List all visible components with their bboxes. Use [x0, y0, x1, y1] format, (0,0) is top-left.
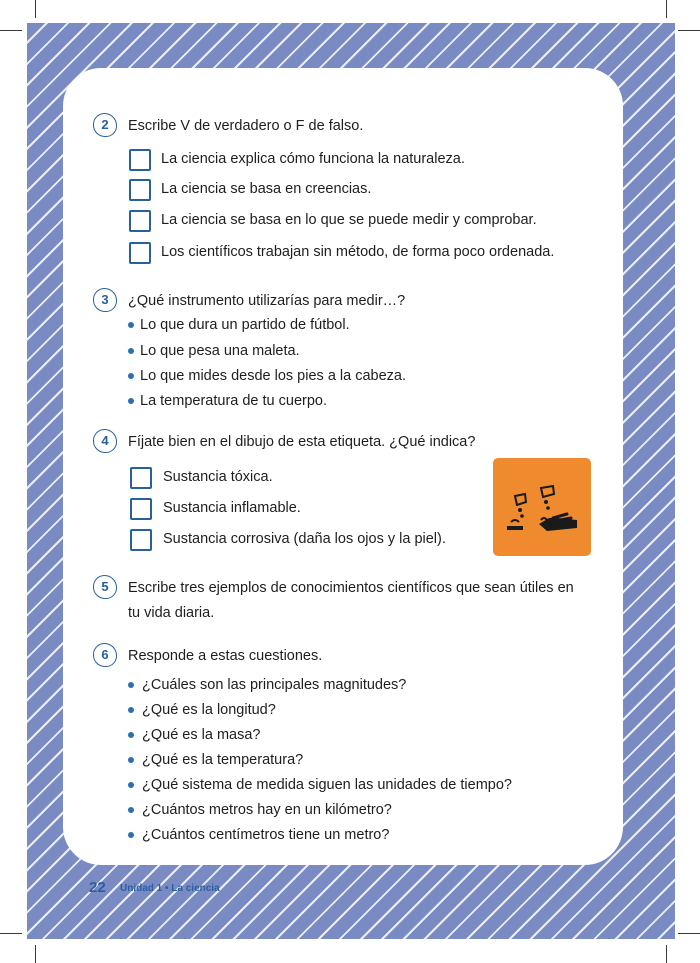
question-number-2: 2 [93, 113, 117, 137]
list-item: ¿Qué sistema de medida siguen las unidades de tiempo? [142, 777, 512, 793]
crop-mark [35, 0, 36, 18]
crop-mark [35, 945, 36, 963]
list-item: ¿Cuáles son las principales magnitudes? [142, 677, 407, 693]
true-false-checkbox[interactable] [129, 179, 151, 201]
hazard-checkbox[interactable] [130, 498, 152, 520]
crop-mark [666, 0, 667, 18]
list-item: ¿Qué es la longitud? [142, 702, 276, 718]
question-number-5: 5 [93, 575, 117, 599]
question-2-prompt: Escribe V de verdadero o F de falso. [128, 118, 364, 134]
true-false-checkbox[interactable] [129, 210, 151, 232]
crop-mark [666, 945, 667, 963]
question-4-prompt: Fíjate bien en el dibujo de esta etiqueta. ¿Qué indica? [128, 434, 476, 450]
crop-mark [678, 30, 700, 31]
bullet [128, 348, 134, 354]
question-3-prompt: ¿Qué instrumento utilizarías para medir…? [128, 293, 406, 309]
unit-title: Unidad 1 • La ciencia [120, 883, 220, 894]
crop-mark [678, 933, 700, 934]
question-5-prompt-line2: tu vida diaria. [128, 605, 215, 621]
question-5-prompt-line1: Escribe tres ejemplos de conocimientos científicos que sean útiles en [128, 580, 574, 596]
list-item: Lo que mides desde los pies a la cabeza. [140, 368, 407, 384]
bullet [128, 322, 134, 328]
bullet [128, 373, 134, 379]
list-item: ¿Qué es la temperatura? [142, 752, 304, 768]
bullet [128, 782, 134, 788]
hazard-checkbox[interactable] [130, 467, 152, 489]
list-item: Lo que pesa una maleta. [140, 343, 300, 359]
corrosive-hazard-label [493, 458, 591, 556]
statement-option: La ciencia se basa en creencias. [161, 181, 372, 197]
bullet [128, 757, 134, 763]
question-number-3: 3 [93, 288, 117, 312]
true-false-checkbox[interactable] [129, 242, 151, 264]
hazard-checkbox[interactable] [130, 529, 152, 551]
hazard-option: Sustancia corrosiva (daña los ojos y la piel). [163, 531, 446, 547]
list-item: La temperatura de tu cuerpo. [140, 393, 328, 409]
bullet [128, 807, 134, 813]
true-false-checkbox[interactable] [129, 149, 151, 171]
bullet [128, 682, 134, 688]
crop-mark [0, 933, 22, 934]
hazard-option: Sustancia inflamable. [163, 500, 301, 516]
list-item: ¿Qué es la masa? [142, 727, 261, 743]
question-number-4: 4 [93, 429, 117, 453]
bullet [128, 398, 134, 404]
bullet [128, 832, 134, 838]
list-item: Lo que dura un partido de fútbol. [140, 317, 350, 333]
question-6-prompt: Responde a estas cuestiones. [128, 648, 323, 664]
page-number: 22 [89, 879, 106, 896]
corrosive-hazard-icon [493, 458, 591, 556]
statement-option: La ciencia se basa en lo que se puede medir y comprobar. [161, 212, 537, 228]
bullet [128, 732, 134, 738]
statement-option: Los científicos trabajan sin método, de forma poco ordenada. [161, 244, 555, 260]
bullet [128, 707, 134, 713]
statement-option: La ciencia explica cómo funciona la naturaleza. [161, 151, 465, 167]
list-item: ¿Cuántos centímetros tiene un metro? [142, 827, 390, 843]
question-number-6: 6 [93, 643, 117, 667]
crop-mark [0, 30, 22, 31]
hazard-option: Sustancia tóxica. [163, 469, 273, 485]
list-item: ¿Cuántos metros hay en un kilómetro? [142, 802, 392, 818]
